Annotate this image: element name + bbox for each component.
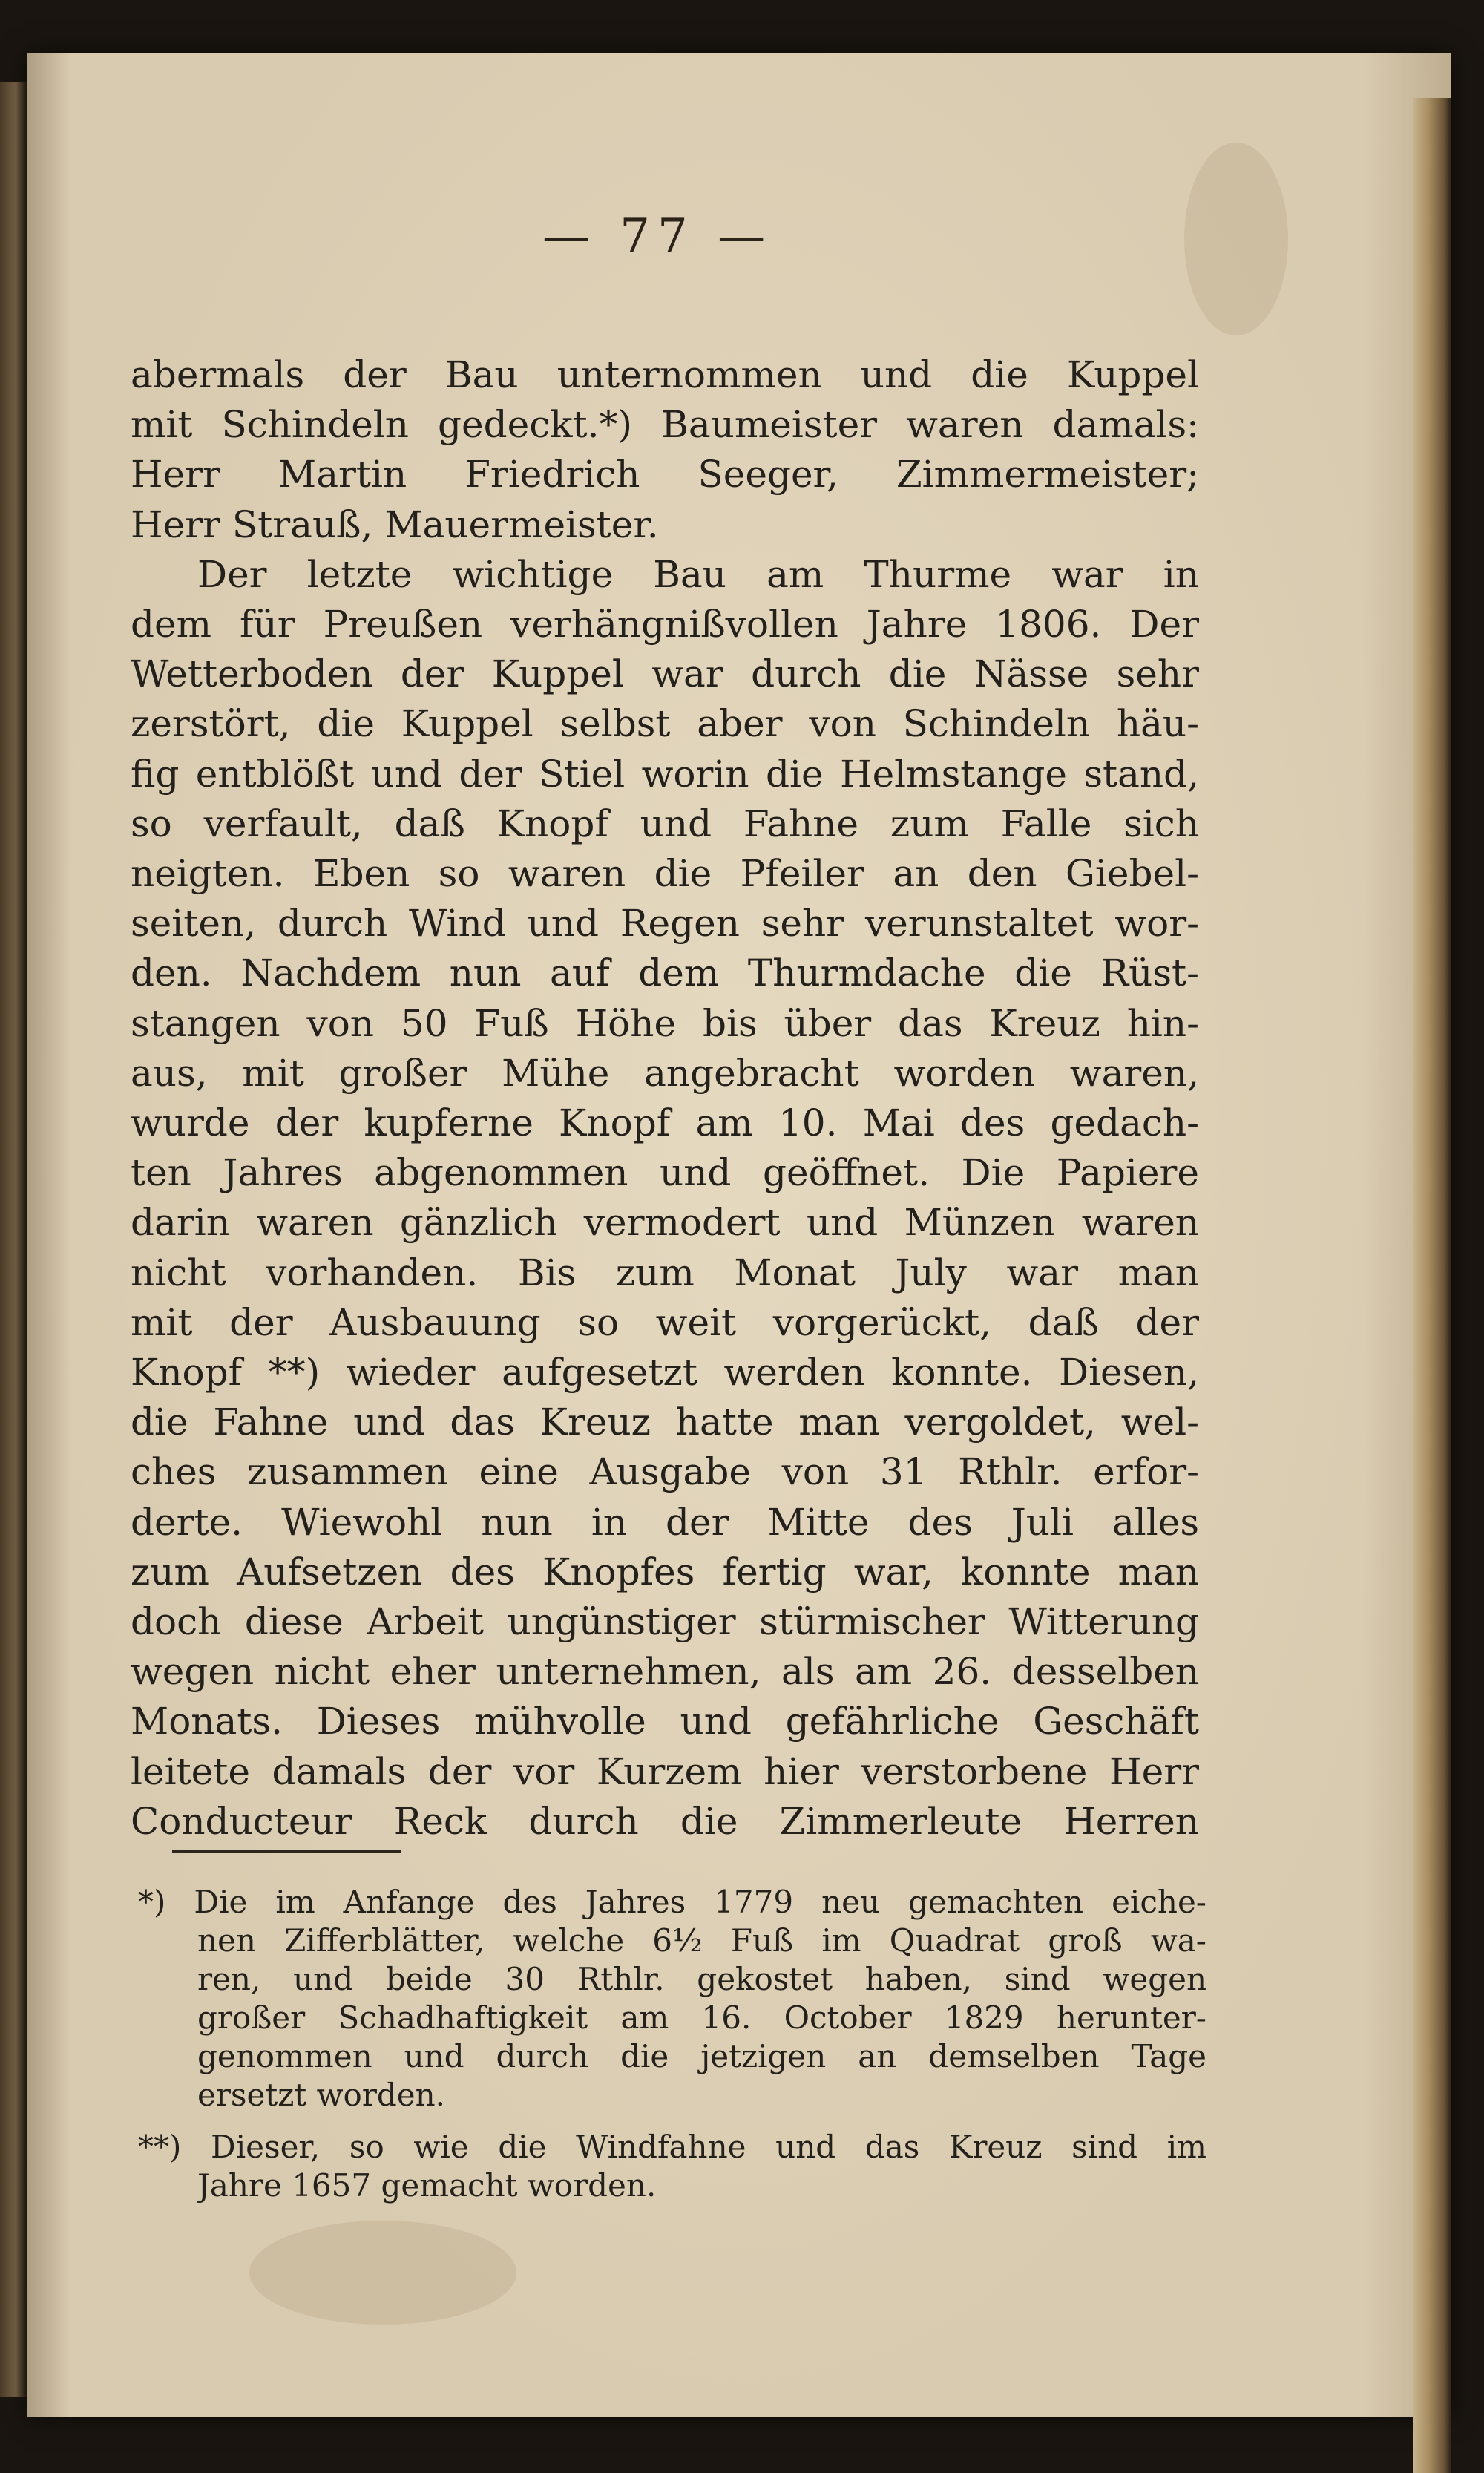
footnote-line: genommen und durch die jetzigen an demselben Tage [197, 2038, 1206, 2074]
text-line: wurde der kupferne Knopf am 10. Mai des gedach- [131, 1101, 1199, 1145]
footnote-separator [172, 1850, 401, 1853]
text-line: derte. Wiewohl nun in der Mitte des Juli alles [131, 1500, 1199, 1544]
text-line: so verfault, daß Knopf und Fahne zum Falle sich [131, 802, 1199, 845]
text-line: neigten. Eben so waren die Pfeiler an den Giebel- [131, 852, 1199, 896]
footnote-line: nen Zifferblätter, welche 6½ Fuß im Quadrat groß wa- [197, 1922, 1206, 1959]
text-line: Monats. Dieses mühvolle und gefährliche Geschäft [131, 1700, 1199, 1743]
text-line: mit Schindeln gedeckt.*) Baumeister waren damals: [131, 403, 1199, 447]
footnote-line: großer Schadhaftigkeit am 16. October 1829 herunter- [197, 1999, 1206, 2036]
footnote-line: Jahre 1657 gemacht worden. [197, 2167, 657, 2204]
text-line: dem für Preußen verhängnißvollen Jahre 1806. Der [131, 603, 1199, 646]
text-line: wegen nicht eher unternehmen, als am 26. desselben [131, 1650, 1199, 1694]
main-text [131, 350, 1199, 1847]
text-line: den. Nachdem nun auf dem Thurmdache die Rüst- [131, 951, 1199, 995]
text-line: zum Aufsetzen des Knopfes fertig war, konnte man [131, 1550, 1199, 1593]
footnote-line: ersetzt worden. [197, 2077, 446, 2113]
text-line: zerstört, die Kuppel selbst aber von Schindeln häu- [131, 702, 1199, 746]
text-line: aus, mit großer Mühe angebracht worden waren, [131, 1051, 1199, 1095]
footnote-line: ren, und beide 30 Rthlr. gekostet haben, sind wegen [197, 1961, 1206, 1997]
text-line: mit der Ausbauung so weit vorgerückt, daß der [131, 1300, 1199, 1344]
text-line: darin waren gänzlich vermodert und Münzen waren [131, 1201, 1199, 1245]
adjacent-page-edge [0, 82, 27, 2397]
page-number: — 77 — [542, 209, 773, 264]
text-line: Wetterboden der Kuppel war durch die Nässe sehr [131, 652, 1199, 696]
text-line: doch diese Arbeit ungünstiger stürmischer Witterung [131, 1600, 1199, 1644]
text-line: ten Jahres abgenommen und geöffnet. Die Papiere [131, 1151, 1199, 1195]
text-line: Herr Strauß, Mauermeister. [131, 502, 659, 546]
footnote-1 [138, 1883, 1206, 2115]
text-line: Conducteur Reck durch die Zimmerleute Herren [131, 1799, 1199, 1843]
text-line: abermals der Bau unternommen und die Kuppel [131, 353, 1199, 396]
footnote-line: **) Dieser, so wie die Windfahne und das Kreuz sind im [138, 2129, 1206, 2165]
text-line: nicht vorhanden. Bis zum Monat July war man [131, 1251, 1199, 1294]
footnote-line: *) Die im Anfange des Jahres 1779 neu gemachten eiche- [138, 1884, 1206, 1920]
text-line: leitete damals der vor Kurzem hier verstorbene Herr [131, 1749, 1199, 1793]
text-line: Knopf **) wieder aufgesetzt werden konnte. Diesen, [131, 1351, 1199, 1395]
book-page [27, 53, 1451, 2417]
text-line: ches zusammen eine Ausgabe von 31 Rthlr. erfor- [131, 1450, 1199, 1494]
page-edge [1413, 98, 1451, 2473]
text-line: seiten, durch Wind und Regen sehr verunstaltet wor- [131, 902, 1199, 946]
footnote-2 [138, 2128, 1206, 2205]
text-line: fig entblößt und der Stiel worin die Helmstange stand, [131, 752, 1199, 796]
footnotes [138, 1883, 1206, 2205]
text-line: Der letzte wichtige Bau am Thurme war in [197, 552, 1199, 596]
paper-stain [249, 2221, 516, 2325]
text-line: die Fahne und das Kreuz hatte man vergoldet, wel- [131, 1401, 1199, 1444]
text-line: stangen von 50 Fuß Höhe bis über das Kreuz hin- [131, 1001, 1199, 1045]
text-line: Herr Martin Friedrich Seeger, Zimmermeister; [131, 453, 1199, 497]
